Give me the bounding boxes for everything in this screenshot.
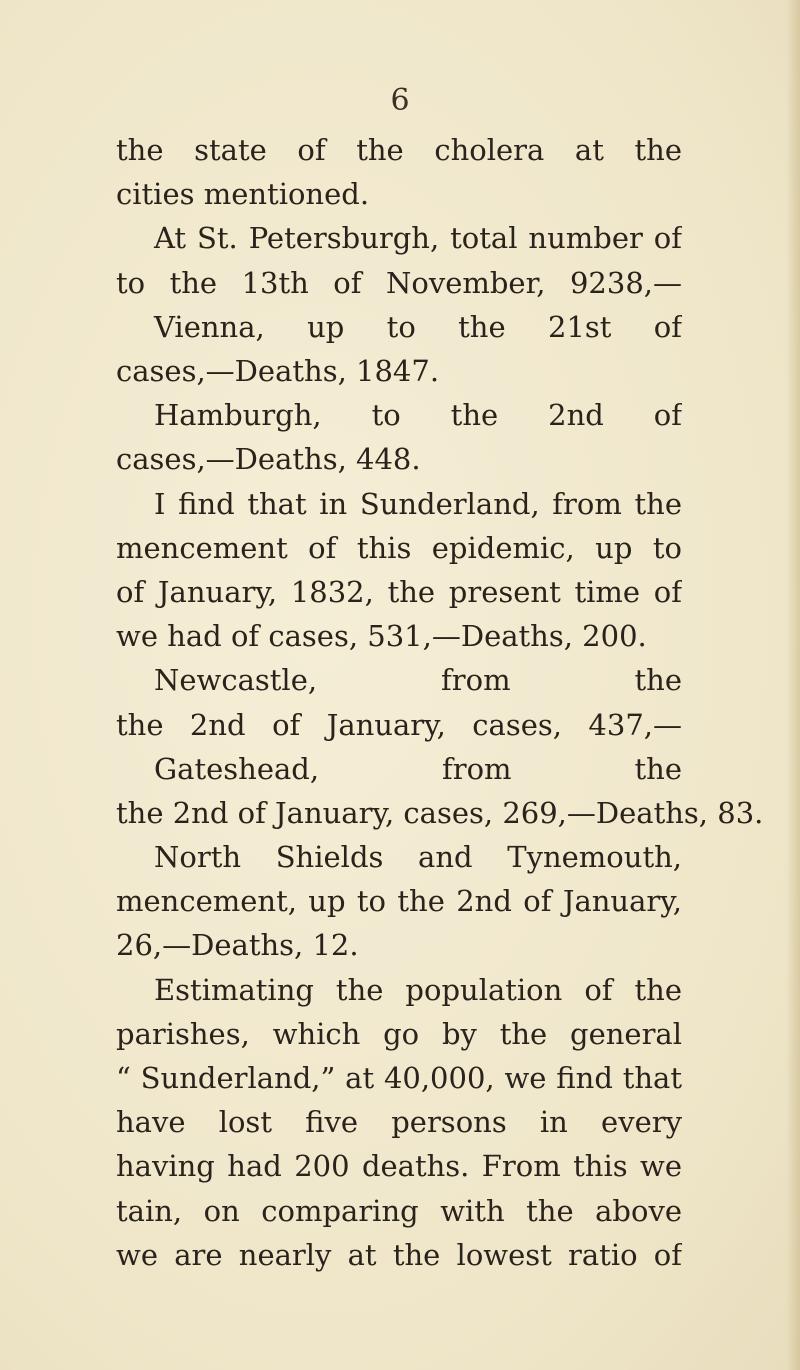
text-line: “ Sunderland,” at 40,000, we find that [116, 1061, 682, 1096]
text-line: to the 13th of November, 9238,— [116, 265, 682, 300]
text-line: the 2nd of January, cases, 269,—Deaths, 83. [116, 795, 764, 830]
text-line: of January, 1832, the present time of [116, 574, 682, 609]
text-line: cases,—Deaths, 1847. [116, 353, 440, 388]
text-line: Newcastle, from the [154, 663, 682, 698]
text-line: Vienna, up to the 21st of [154, 309, 682, 344]
page-number: 6 [390, 83, 410, 118]
text-line: Gateshead, from the [154, 751, 682, 786]
text-line: the 2nd of January, cases, 437,— [116, 707, 682, 742]
text-line: cities mentioned. [116, 177, 370, 212]
text-line: parishes, which go by the general [116, 1016, 682, 1051]
text-line: we had of cases, 531,—Deaths, 200. [116, 619, 647, 654]
text-line: we are nearly at the lowest ratio of [116, 1237, 682, 1272]
text-line: having had 200 deaths. From this we [116, 1149, 682, 1184]
text-line: 26,—Deaths, 12. [116, 928, 359, 963]
text-line: mencement, up to the 2nd of January, [116, 884, 682, 919]
text-line: North Shields and Tynemouth, [154, 840, 682, 875]
body-text [116, 128, 800, 1277]
text-line: I find that in Sunderland, from the [154, 486, 682, 521]
text-line: Hamburgh, to the 2nd of [154, 398, 682, 433]
text-line: the state of the cholera at the [116, 133, 682, 167]
text-line: mencement of this epidemic, up to [116, 530, 682, 565]
text-line: Estimating the population of the [154, 972, 682, 1007]
text-line: tain, on comparing with the above [116, 1193, 682, 1228]
text-line: have lost five persons in every [116, 1105, 682, 1140]
text-line: cases,—Deaths, 448. [116, 442, 421, 477]
text-line: At St. Petersburgh, total number of [154, 221, 682, 256]
